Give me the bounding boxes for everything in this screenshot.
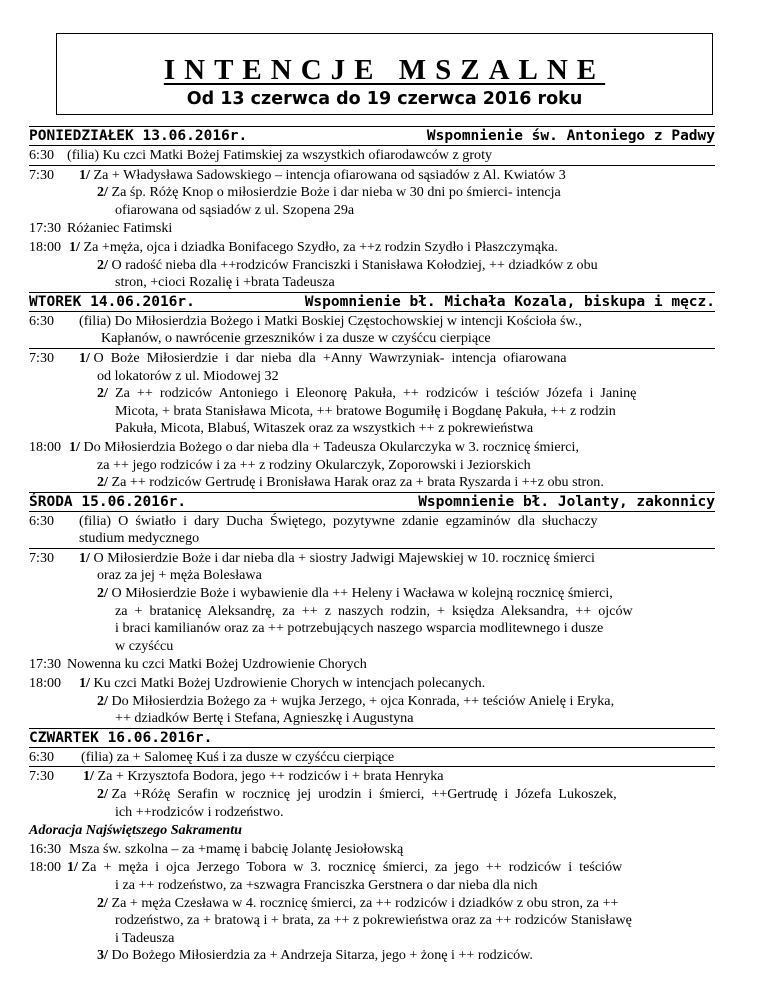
entry-row [29, 312, 715, 349]
entry-time: 6:30 [29, 312, 55, 329]
day-saint: Wspomnienie bł. Michała Kozala, biskupa i męcz. [304, 293, 715, 310]
entry-text: 2/ Za + męża Czesława w 4. rocznicę śmierci, za ++ rodziców i dziadków z obu stron, za ++ [97, 894, 619, 911]
entry-text: 2/ O radość nieba dla ++rodziców Franciszki i Stanisława Kołodziej, ++ dziadków z obu [97, 256, 598, 273]
entry-text: i braci kamilianów oraz za ++ potrzebujących naszego wsparcia modlitewnego i dusze [115, 620, 604, 637]
entry-text: 2/ O Miłosierdzie Boże i wybawienie dla ++ Heleny i Wacława w kolejną rocznicę śmierci, [97, 585, 613, 602]
entry-time: 18:00 [29, 675, 62, 692]
entry-text: studium medycznego [79, 530, 200, 547]
date-range-subtitle: Od 13 czerwca do 19 czerwca 2016 roku [186, 89, 583, 109]
entry-time: 17:30 [29, 656, 62, 673]
entry-time: 16:30 [29, 840, 62, 857]
day-name: PONIEDZIAŁEK 13.06.2016r. [29, 128, 248, 144]
entry-text: Kapłanów, o nawrócenie grzeszników i za dusze w czyśćcu cierpiące [101, 330, 491, 347]
entry-row [29, 821, 715, 840]
entry-time: 6:30 [29, 748, 55, 765]
entry-row [29, 219, 715, 238]
day-header-monday [29, 126, 715, 146]
page-title: INTENCJE MSZALNE [163, 54, 606, 86]
entry-time: 7:30 [29, 549, 55, 566]
day-name: ŚRODA 15.06.2016r. [29, 493, 187, 510]
entry-text: i za ++ rodzeństwo, za +szwagra Franciszka Gerstnera o dar nieba dla nich [115, 876, 538, 893]
entry-text: oraz za jej + męża Bolesława [97, 567, 262, 584]
entry-row [29, 146, 715, 166]
entry-time: 18:00 [29, 438, 62, 455]
entry-text: 2/ Za ++ rodziców Gertrudę i Bronisława Harak oraz za + brata Ryszarda i ++z obu stron. [97, 474, 604, 491]
entry-text: rodzeństwo, za + bratową i + brata, za ++ z pokrewieństwa oraz za ++ rodziców Stanisławę [115, 912, 632, 929]
entry-row [29, 549, 715, 656]
day-header-tuesday [29, 292, 715, 312]
entry-time: 18:00 [29, 238, 62, 255]
day-saint: Wspomnienie bł. Jolanty, zakonnicy [418, 493, 715, 510]
entry-text: 1/ Za +męża, ojca i dziadka Bonifacego Szydło, za ++z rodzin Szydło i Płaszczymąka. [69, 238, 558, 255]
entry-text: w czyśćcu [115, 637, 174, 654]
entry-time: 7:30 [29, 349, 55, 366]
entry-row [29, 512, 715, 549]
entry-text: (filia) za + Salomeę Kuś i za dusze w czyśćcu cierpiące [81, 748, 395, 765]
entry-text: 1/ Do Miłosierdzia Bożego o dar nieba dla + Tadeusza Okularczyka w 3. rocznicę śmierci, [69, 438, 579, 455]
entry-text: od lokatorów z ul. Miodowej 32 [97, 367, 279, 384]
header-box [56, 33, 713, 115]
day-header-wednesday [29, 492, 715, 512]
entry-row [29, 166, 715, 220]
intentions-list [29, 126, 715, 965]
entry-text: (filia) Ku czci Matki Bożej Fatimskiej za wszystkich ofiarodawców z groty [67, 147, 493, 163]
entry-text: ich ++rodziców i rodzeństwo. [115, 803, 284, 820]
entry-time: 18:00 [29, 859, 62, 876]
entry-row [29, 655, 715, 674]
day-saint: Wspomnienie św. Antoniego z Padwy [426, 128, 715, 144]
entry-text: 3/ Do Bożego Miłosierdzia za + Andrzeja Sitarza, jego + żonę i ++ rodziców. [97, 947, 533, 964]
entry-text: stron, +cioci Rozalię i +brata Tadeusza [115, 274, 335, 291]
day-name: CZWARTEK 16.06.2016r. [29, 729, 213, 746]
day-name: WTOREK 14.06.2016r. [29, 293, 195, 310]
entry-text: (filia) O światło i dary Ducha Świętego, pozytywne zdanie egzaminów dla słuchaczy [79, 512, 598, 529]
entry-text: Pakuła, Micota, Blabuś, Witaszek oraz za wszystkich ++ z pokrewieństwa [115, 420, 534, 437]
entry-text: 1/ Za + Krzysztofa Bodora, jego ++ rodziców i + brata Henryka [83, 768, 444, 785]
entry-row [29, 858, 715, 965]
entry-text: 2/ Za śp. Różę Knop o miłosierdzie Boże i dar nieba w 30 dni po śmierci- intencja [97, 184, 561, 201]
entry-time: 6:30 [29, 512, 55, 529]
entry-row [29, 748, 715, 768]
entry-text: za + bratanicę Aleksandrę, za ++ z naszych rodzin, + księdza Aleksandra, ++ ojców [115, 602, 633, 619]
entry-row [29, 238, 715, 292]
day-header-thursday [29, 728, 715, 748]
entry-row [29, 840, 715, 859]
entry-text: Nowenna ku czci Matki Bożej Uzdrowienie Chorych [67, 656, 367, 673]
entry-text: 1/ Ku czci Matki Bożej Uzdrowienie Chorych w intencjach polecanych. [79, 675, 486, 692]
entry-row [29, 438, 715, 492]
entry-row [29, 767, 715, 821]
entry-text: Msza św. szkolna – za +mamę i babcię Jolantę Jesiołowską [69, 840, 404, 857]
entry-text: 1/ O Miłosierdzie Boże i dar nieba dla + siostry Jadwigi Majewskiej w 10. rocznicę śmierci [79, 549, 595, 566]
entry-text: 2/ Za +Różę Serafin w rocznicę jej urodzin i śmierci, ++Gertrudę i Józefa Lukoszek, [97, 786, 617, 802]
entry-time: 7:30 [29, 768, 55, 785]
entry-text: (filia) Do Miłosierdzia Bożego i Matki Boskiej Częstochowskiej w intencji Kościoła św., [79, 312, 582, 329]
entry-text: i Tadeusza [115, 929, 175, 946]
entry-time: 17:30 [29, 220, 62, 237]
entry-time: 6:30 [29, 147, 55, 163]
adoration-heading: Adoracja Najświętszego Sakramentu [29, 822, 242, 839]
entry-text: za ++ jego rodziców i za ++ z rodziny Okularczyk, Zoporowski i Jeziorskich [97, 456, 531, 473]
entry-text: Micota, + brata Stanisława Micota, ++ bratowe Bogumiłę i Bogdanę Pakuła, ++ z rodzin [115, 402, 616, 419]
entry-text: 1/ Za + Władysława Sadowskiego – intencja ofiarowana od sąsiadów z Al. Kwiatów 3 [79, 166, 566, 183]
entry-text: ++ dziadków Bertę i Stefana, Agnieszkę i Augustyna [115, 710, 414, 727]
entry-text: 1/ O Boże Miłosierdzie i dar nieba dla +Anny Wawrzyniak- intencja ofiarowana [79, 349, 567, 366]
entry-row [29, 349, 715, 438]
entry-text: 2/ Za ++ rodziców Antoniego i Eleonorę Pakuła, ++ rodziców i teściów Józefa i Janinę [97, 385, 637, 402]
entry-text: 2/ Do Miłosierdzia Bożego za + wujka Jerzego, + ojca Konrada, ++ teściów Anielę i Eryka, [97, 692, 615, 709]
entry-time: 7:30 [29, 166, 55, 183]
entry-text: 1/ Za + męża i ojca Jerzego Tobora w 3. rocznicę śmierci, za jego ++ rodziców i teściów [67, 859, 623, 876]
entry-text: ofiarowana od sąsiadów z ul. Szopena 29a [115, 201, 355, 218]
entry-row [29, 674, 715, 728]
entry-text: Różaniec Fatimski [67, 220, 173, 237]
